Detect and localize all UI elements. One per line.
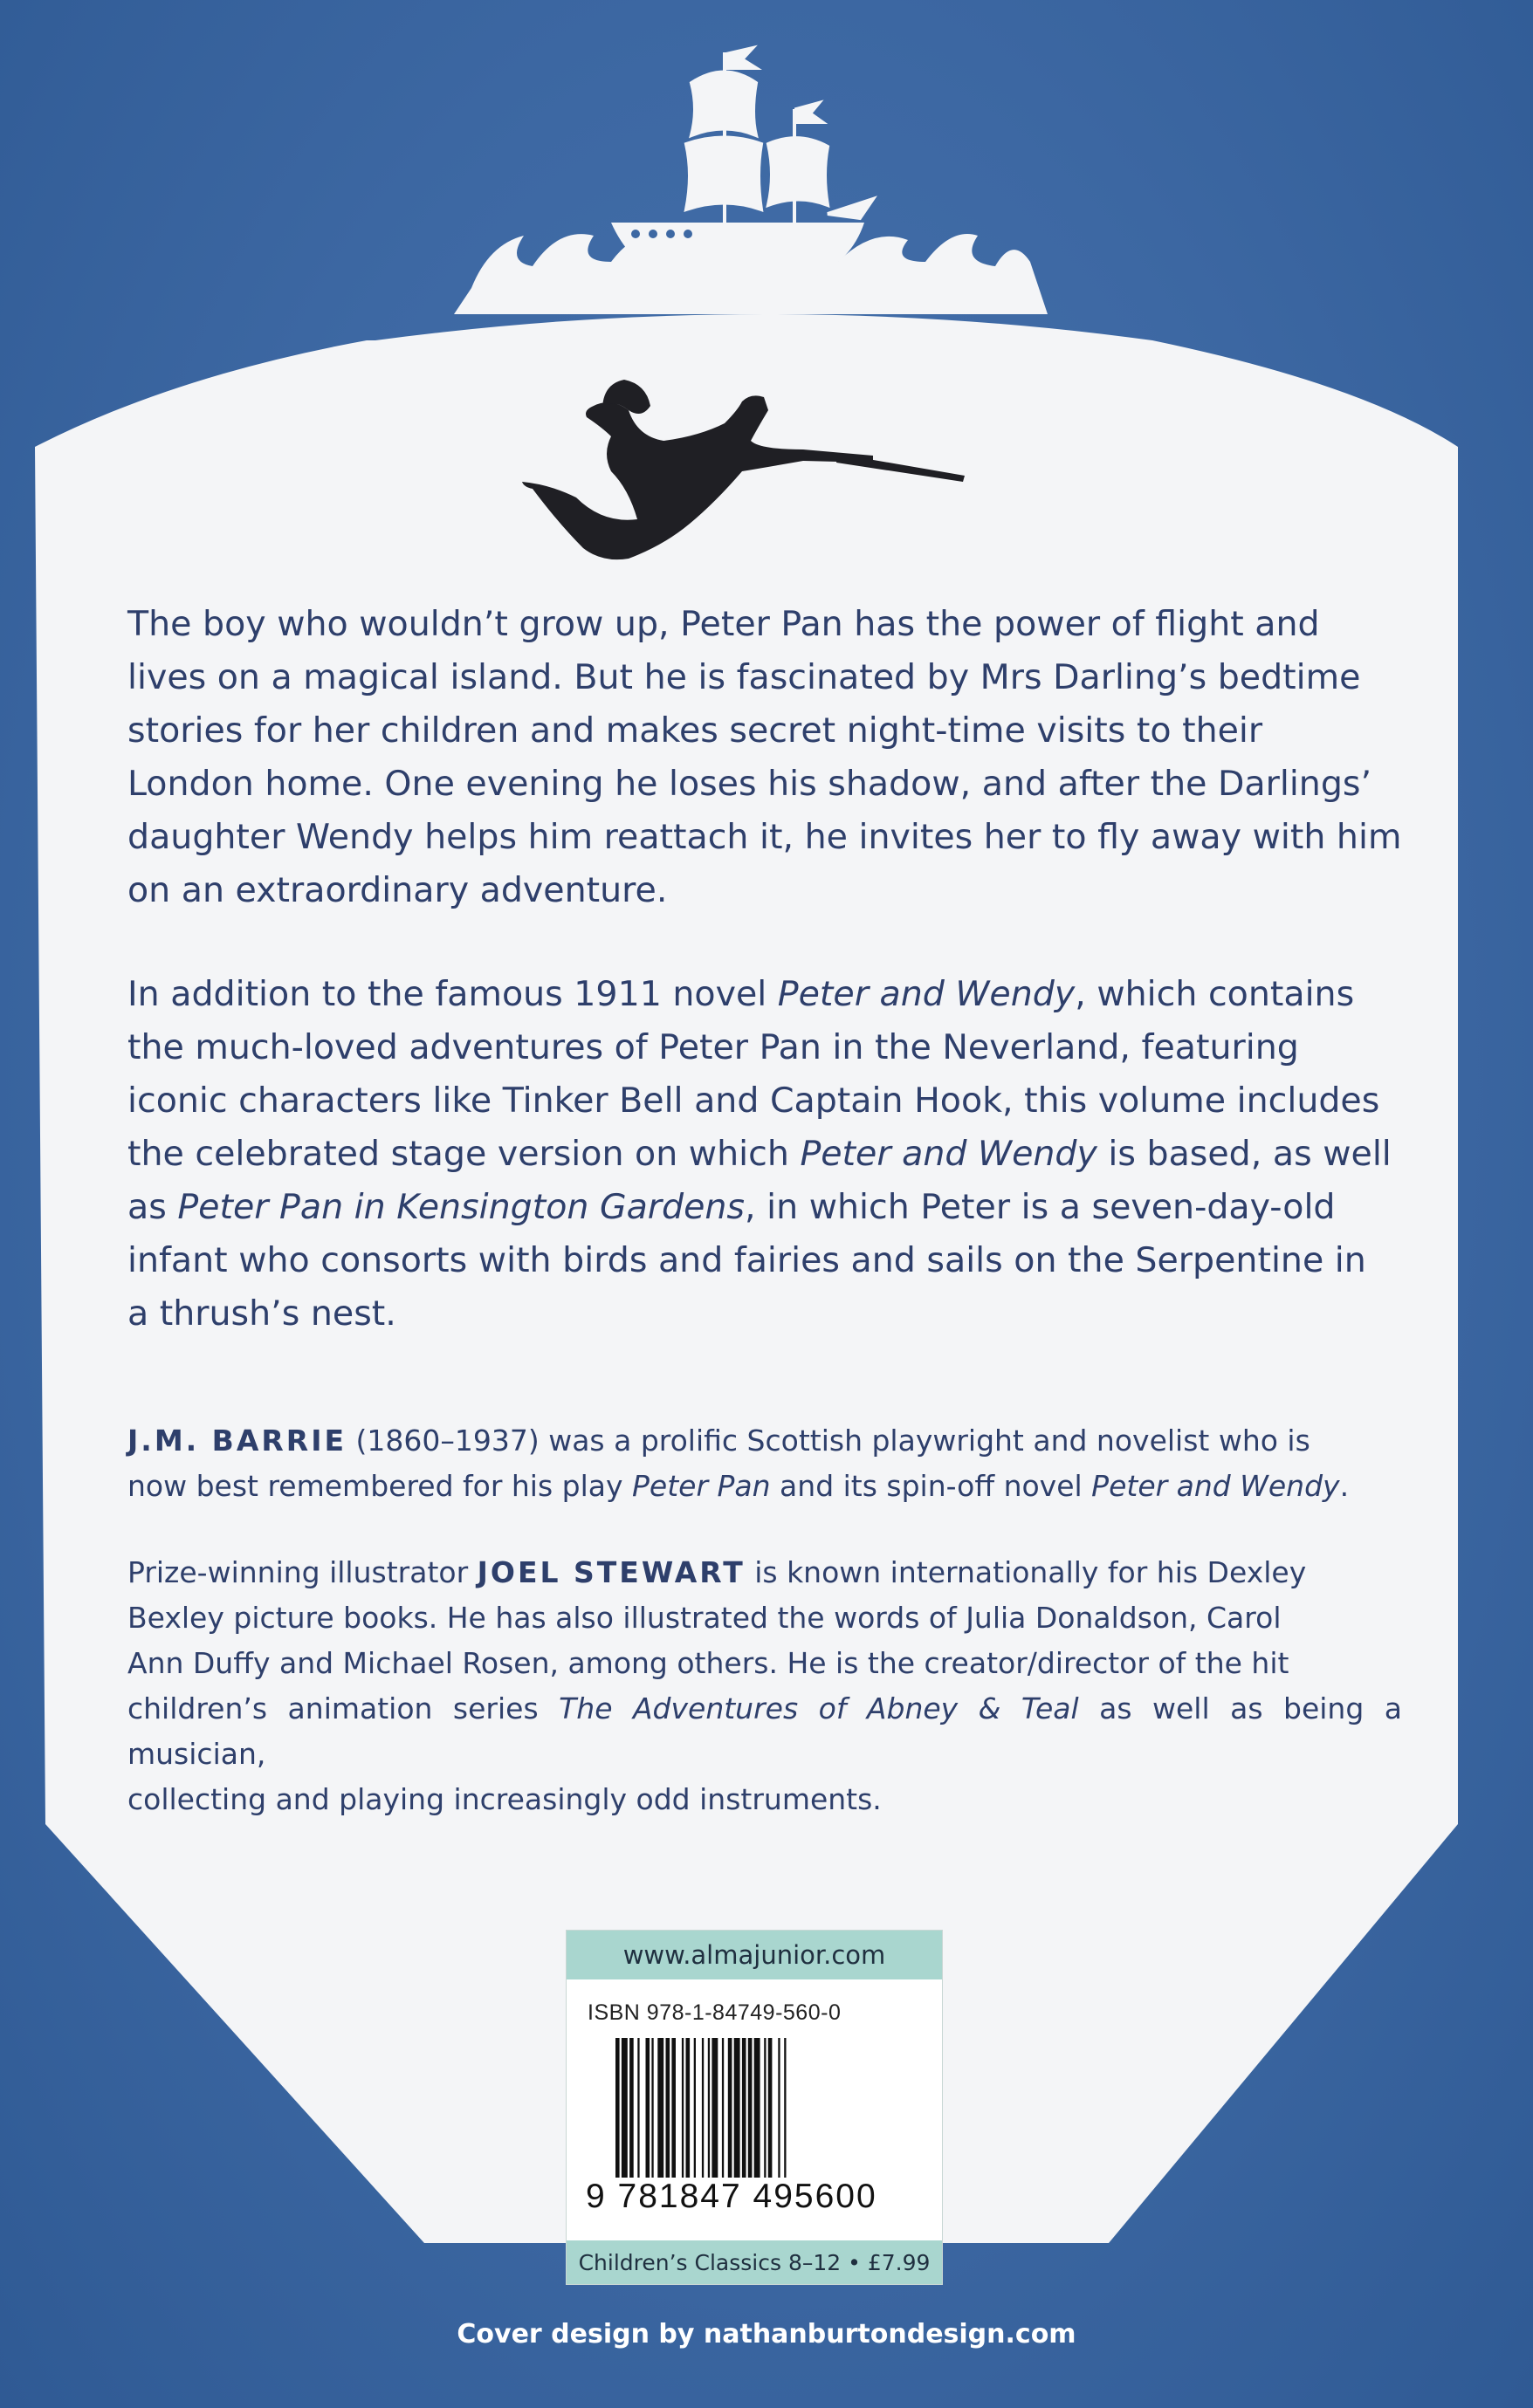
description-line: The boy who wouldn’t grow up, Peter Pan has the power of flight and (127, 604, 1320, 644)
bio-line: children’s animation series (127, 1691, 560, 1725)
description-line: In addition to the famous 1911 novel (127, 974, 778, 1014)
isbn-label: ISBN 978-1-84749-560-0 (588, 2000, 842, 2025)
illustrator-bio-paragraph (127, 1550, 1402, 1822)
bio-line: and its spin-off novel (770, 1469, 1092, 1503)
description-paragraph-1 (127, 598, 1402, 917)
illustrator-name: JOEL STEWART (477, 1555, 746, 1589)
illustrator-bio (127, 1550, 1402, 1822)
barcode-icon (615, 2038, 916, 2178)
description-line: stories for her children and makes secret night-time visits to their (127, 710, 1263, 751)
bio-line: now best remembered for his play (127, 1469, 633, 1503)
description-paragraph-2 (127, 968, 1402, 1341)
book-title: Peter and Wendy (800, 1134, 1097, 1174)
bio-line: is known internationally for his Dexley (745, 1555, 1307, 1589)
author-bio-paragraph (127, 1418, 1402, 1509)
description-line: , which contains (1075, 974, 1355, 1014)
description-line: , in which Peter is a seven-day-old (745, 1187, 1336, 1227)
book-title: Peter and Wendy (1091, 1469, 1340, 1503)
bio-line: Prize-winning illustrator (127, 1555, 478, 1589)
bio-line: Bexley picture books. He has also illustrated the words of Julia Donaldson, Carol (127, 1601, 1282, 1635)
book-title: Peter Pan (632, 1469, 771, 1503)
description-line: London home. One evening he loses his shadow, and after the Darlings’ (127, 764, 1372, 804)
description-line: on an extraordinary adventure. (127, 870, 668, 910)
barcode-digits: 9 781847 495600 (586, 2178, 877, 2215)
author-name: J.M. BARRIE (127, 1424, 347, 1458)
description-line: the much-loved adventures of Peter Pan in the Neverland, featuring (127, 1027, 1299, 1067)
bio-line: collecting and playing increasingly odd instruments. (127, 1782, 882, 1816)
description-line: the celebrated stage version on which (127, 1134, 801, 1174)
description-line: as (127, 1187, 178, 1227)
sails-icon (686, 48, 873, 225)
book-title: Peter Pan in Kensington Gardens (177, 1187, 746, 1227)
publisher-website: www.almajunior.com (567, 1931, 942, 1979)
bio-line: (1860–1937) was a prolific Scottish playwright and novelist who is (347, 1424, 1310, 1458)
cover-design-credit: Cover design by nathanburtondesign.com (457, 2319, 1076, 2350)
ship-icon (611, 223, 864, 278)
barcode-label (566, 1930, 943, 2285)
bio-line: . (1339, 1469, 1350, 1503)
description-line: iconic characters like Tinker Bell and Captain Hook, this volume includes (127, 1081, 1380, 1121)
book-title: Peter and Wendy (777, 974, 1076, 1014)
book-description (127, 598, 1402, 1341)
description-line: is based, as well (1096, 1134, 1392, 1174)
bio-line: as well as being a musician, (127, 1691, 1402, 1771)
description-line: infant who consorts with birds and fairies and sails on the Serpentine in (127, 1240, 1366, 1280)
bio-line: Ann Duffy and Michael Rosen, among others. He is the creator/director of the hit (127, 1646, 1289, 1680)
author-bio (127, 1418, 1402, 1509)
description-line: daughter Wendy helps him reattach it, he invites her to fly away with him (127, 817, 1402, 857)
description-line: lives on a magical island. But he is fascinated by Mrs Darling’s bedtime (127, 657, 1361, 697)
category-price: Children’s Classics 8–12 • £7.99 (567, 2240, 942, 2284)
series-title: The Adventures of Abney & Teal (559, 1691, 1079, 1725)
description-line: a thrush’s nest. (127, 1293, 396, 1334)
